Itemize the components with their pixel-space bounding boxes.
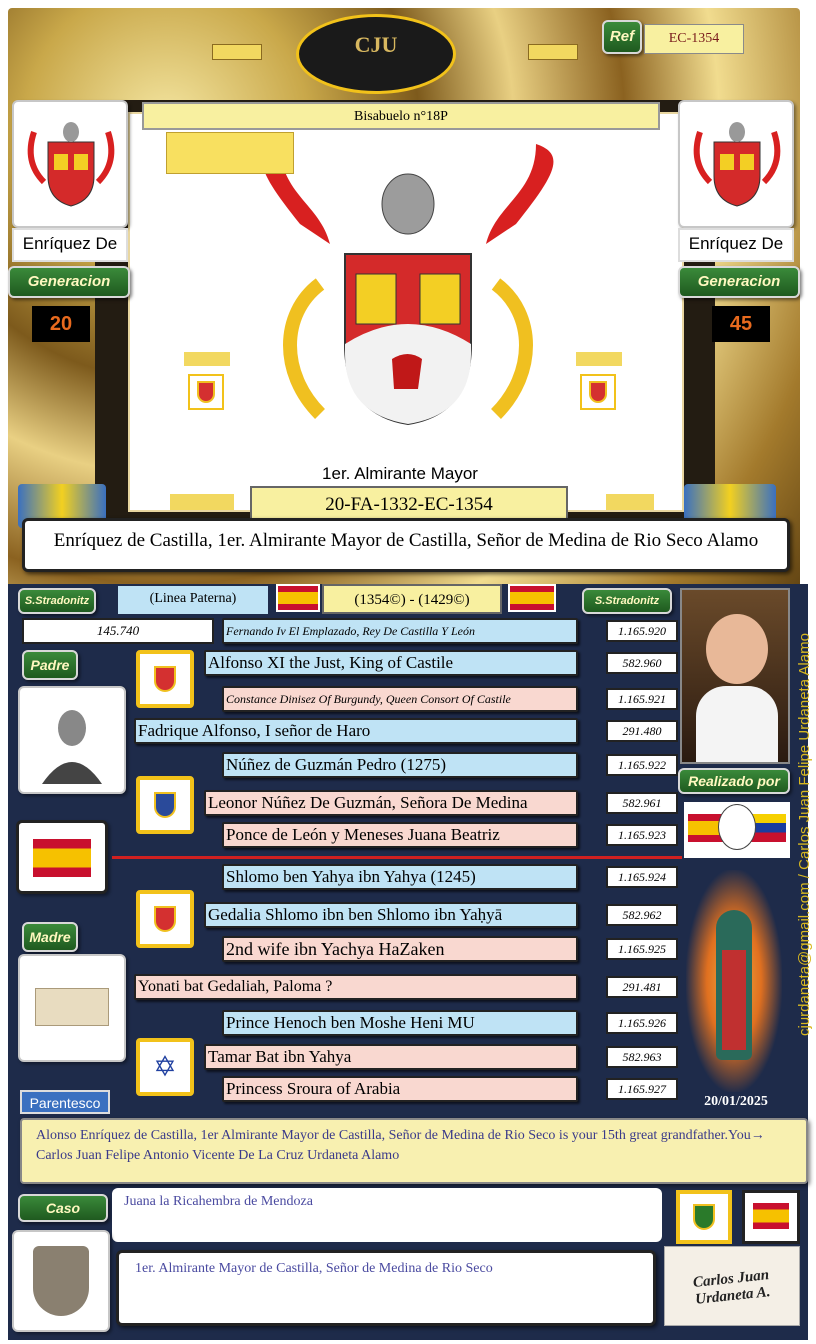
lineage-row-name: Prince Henoch ben Moshe Heni MU <box>226 1013 475 1032</box>
document-icon <box>35 988 109 1026</box>
lineage-row <box>222 1076 578 1102</box>
parentesco-text: Alonso Enríquez de Castilla, 1er Almirante Mayor de Castilla, Señor de Medina de Rio Seco is your 15th great grandfather.You→ Carlos Juan Felipe Antonio Vicente De La Cruz Urdaneta Alamo <box>36 1128 765 1163</box>
left-generacion-label: Generacion <box>8 266 130 298</box>
bottom-ornament-left <box>170 494 234 510</box>
left-generacion-value: 20 <box>32 306 90 342</box>
stradonitz-right: S.Stradonitz <box>582 588 672 614</box>
ornament-bar-left <box>212 44 262 60</box>
lineage-row-name: Núñez de Guzmán Pedro (1275) <box>226 755 446 774</box>
full-name: Enríquez de Castilla, 1er. Almirante Mayor de Castilla, Señor de Medina de Rio Seco Alamo <box>53 530 759 551</box>
lineage-row-number: 1.165.927 <box>606 1078 678 1100</box>
padre-label: Padre <box>22 650 78 680</box>
lineage-row <box>204 902 578 928</box>
vertical-email: cjurdaneta@gmail.com / Carlos Juan Felipe Urdaneta Alamo <box>796 633 813 1036</box>
spain-flag-icon <box>508 584 556 612</box>
lineage-row-number: 1.165.922 <box>606 754 678 776</box>
realizado-label: Realizado por <box>678 768 790 794</box>
lineage-row <box>204 1044 578 1070</box>
lineage-row-number: 1.165.920 <box>606 620 678 642</box>
small-shield-right <box>580 374 616 410</box>
ref-label: Ref <box>602 20 642 54</box>
parentesco-label: Parentesco <box>20 1090 110 1114</box>
dates: (1354©) - (1429©) <box>322 584 502 614</box>
lineage-row <box>204 790 578 816</box>
caso-shield-image <box>12 1230 110 1332</box>
lineage-row-number: 582.961 <box>606 792 678 814</box>
madre-portrait <box>18 954 126 1062</box>
spain-flag-icon <box>753 1203 789 1229</box>
small-shield-left <box>188 374 224 410</box>
signature-card <box>664 1246 800 1326</box>
caso-flag-card <box>742 1190 800 1244</box>
ornament-bar-right <box>528 44 578 60</box>
lineage-row <box>222 686 578 712</box>
lineage-row <box>134 718 578 744</box>
lineage-row-number: 1.165.926 <box>606 1012 678 1034</box>
lineage-row-name: Shlomo ben Yahya ibn Yahya (1245) <box>226 867 476 886</box>
lineage-row-name: Ponce de León y Meneses Juana Beatriz <box>226 825 500 844</box>
lineage-row <box>222 1010 578 1036</box>
lineage-row <box>222 864 578 890</box>
lineage-row-name: Fernando Iv El Emplazado, Rey De Castilla Y León <box>226 624 475 638</box>
lineage-row-number: 582.963 <box>606 1046 678 1068</box>
main-code: 20-FA-1332-EC-1354 <box>250 486 568 522</box>
coat-of-arms-main <box>130 114 686 514</box>
lineage-row-number: 1.165.925 <box>606 938 678 960</box>
lineage-row <box>134 974 578 1000</box>
lineage-row-name: 2nd wife ibn Yachya HaZaken <box>226 939 445 959</box>
lineage-row <box>204 650 578 676</box>
tile-shield-2 <box>136 776 194 834</box>
right-coat-card <box>678 100 794 228</box>
lineage-row <box>222 618 578 644</box>
signature: Carlos Juan Urdaneta A. <box>692 1267 772 1308</box>
right-generacion-value: 45 <box>712 306 770 342</box>
lineage-row-name: Alfonso XI the Just, King of Castile <box>208 653 454 672</box>
logo-text: CJU <box>354 32 398 57</box>
keys-ornament <box>166 132 294 174</box>
lineage-row-name: Princess Sroura of Arabia <box>226 1079 401 1098</box>
small-ornament-left <box>184 352 230 366</box>
tile-shield-1 <box>136 650 194 708</box>
lineage-row-name: Constance Dinisez Of Burgundy, Queen Consort Of Castile <box>226 692 511 706</box>
lineage-row <box>222 936 578 962</box>
left-coat-icon <box>14 102 126 226</box>
lineage-row-name: Fadrique Alfonso, I señor de Haro <box>138 721 371 740</box>
bisabuelo-label: Bisabuelo n°18P <box>142 102 660 130</box>
padre-portrait-icon <box>20 688 124 792</box>
virgin-image <box>686 870 782 1092</box>
caso-shield <box>676 1190 732 1244</box>
lineage-row-number: 582.962 <box>606 904 678 926</box>
madre-label: Madre <box>22 922 78 952</box>
lineage-row-number: 582.960 <box>606 652 678 674</box>
lineage-row-number: 1.165.924 <box>606 866 678 888</box>
caso-label: Caso <box>18 1194 108 1222</box>
lineage-row-name: Leonor Núñez De Guzmán, Señora De Medina <box>208 793 528 812</box>
right-name: Enríquez De <box>688 234 784 253</box>
linea-paterna: (Linea Paterna) <box>118 586 268 614</box>
divider-line <box>112 856 682 859</box>
lineage-row-number: 291.481 <box>606 976 678 998</box>
lineage-row-name: Tamar Bat ibn Yahya <box>208 1047 352 1066</box>
ref-value: EC-1354 <box>644 24 744 54</box>
left-coat-card <box>12 100 128 228</box>
lineage-row-number: 291.480 <box>606 720 678 742</box>
lineage-row <box>222 752 578 778</box>
star-of-david-icon: ✡ <box>136 1038 194 1096</box>
bottom-ornament-right <box>606 494 654 510</box>
spain-flag-icon <box>276 584 320 612</box>
caso-text: Juana la Ricahembra de Mendoza <box>112 1188 662 1242</box>
spain-flag-card <box>16 820 108 894</box>
lineage-row-number: 1.165.921 <box>606 688 678 710</box>
small-ornament-right <box>576 352 622 366</box>
padre-portrait <box>18 686 126 794</box>
seal-icon <box>718 804 756 850</box>
full-name-box <box>22 518 790 572</box>
left-name: Enríquez De <box>22 234 118 253</box>
stradonitz-left: S.Stradonitz <box>18 588 96 614</box>
left-number: 145.740 <box>22 618 214 644</box>
parentesco-box <box>20 1118 808 1184</box>
main-title-small: 1er. Almirante Mayor <box>322 464 478 483</box>
tile-shield-3 <box>136 890 194 948</box>
right-generacion-label: Generacion <box>678 266 800 298</box>
realizado-flags <box>684 802 790 858</box>
lineage-row <box>222 822 578 848</box>
lineage-row-name: Gedalia Shlomo ibn ben Shlomo ibn Yaḥyā <box>208 905 503 924</box>
lineage-row-name: Yonati bat Gedaliah, Paloma ? <box>138 978 333 995</box>
author-photo <box>680 588 790 764</box>
lineage-row-number: 1.165.923 <box>606 824 678 846</box>
caso-detail: 1er. Almirante Mayor de Castilla, Señor de Medina de Rio Seco <box>116 1250 656 1326</box>
date-label: 20/01/2025 <box>704 1094 768 1109</box>
right-coat-icon <box>680 102 792 226</box>
spain-flag-icon <box>33 839 91 877</box>
